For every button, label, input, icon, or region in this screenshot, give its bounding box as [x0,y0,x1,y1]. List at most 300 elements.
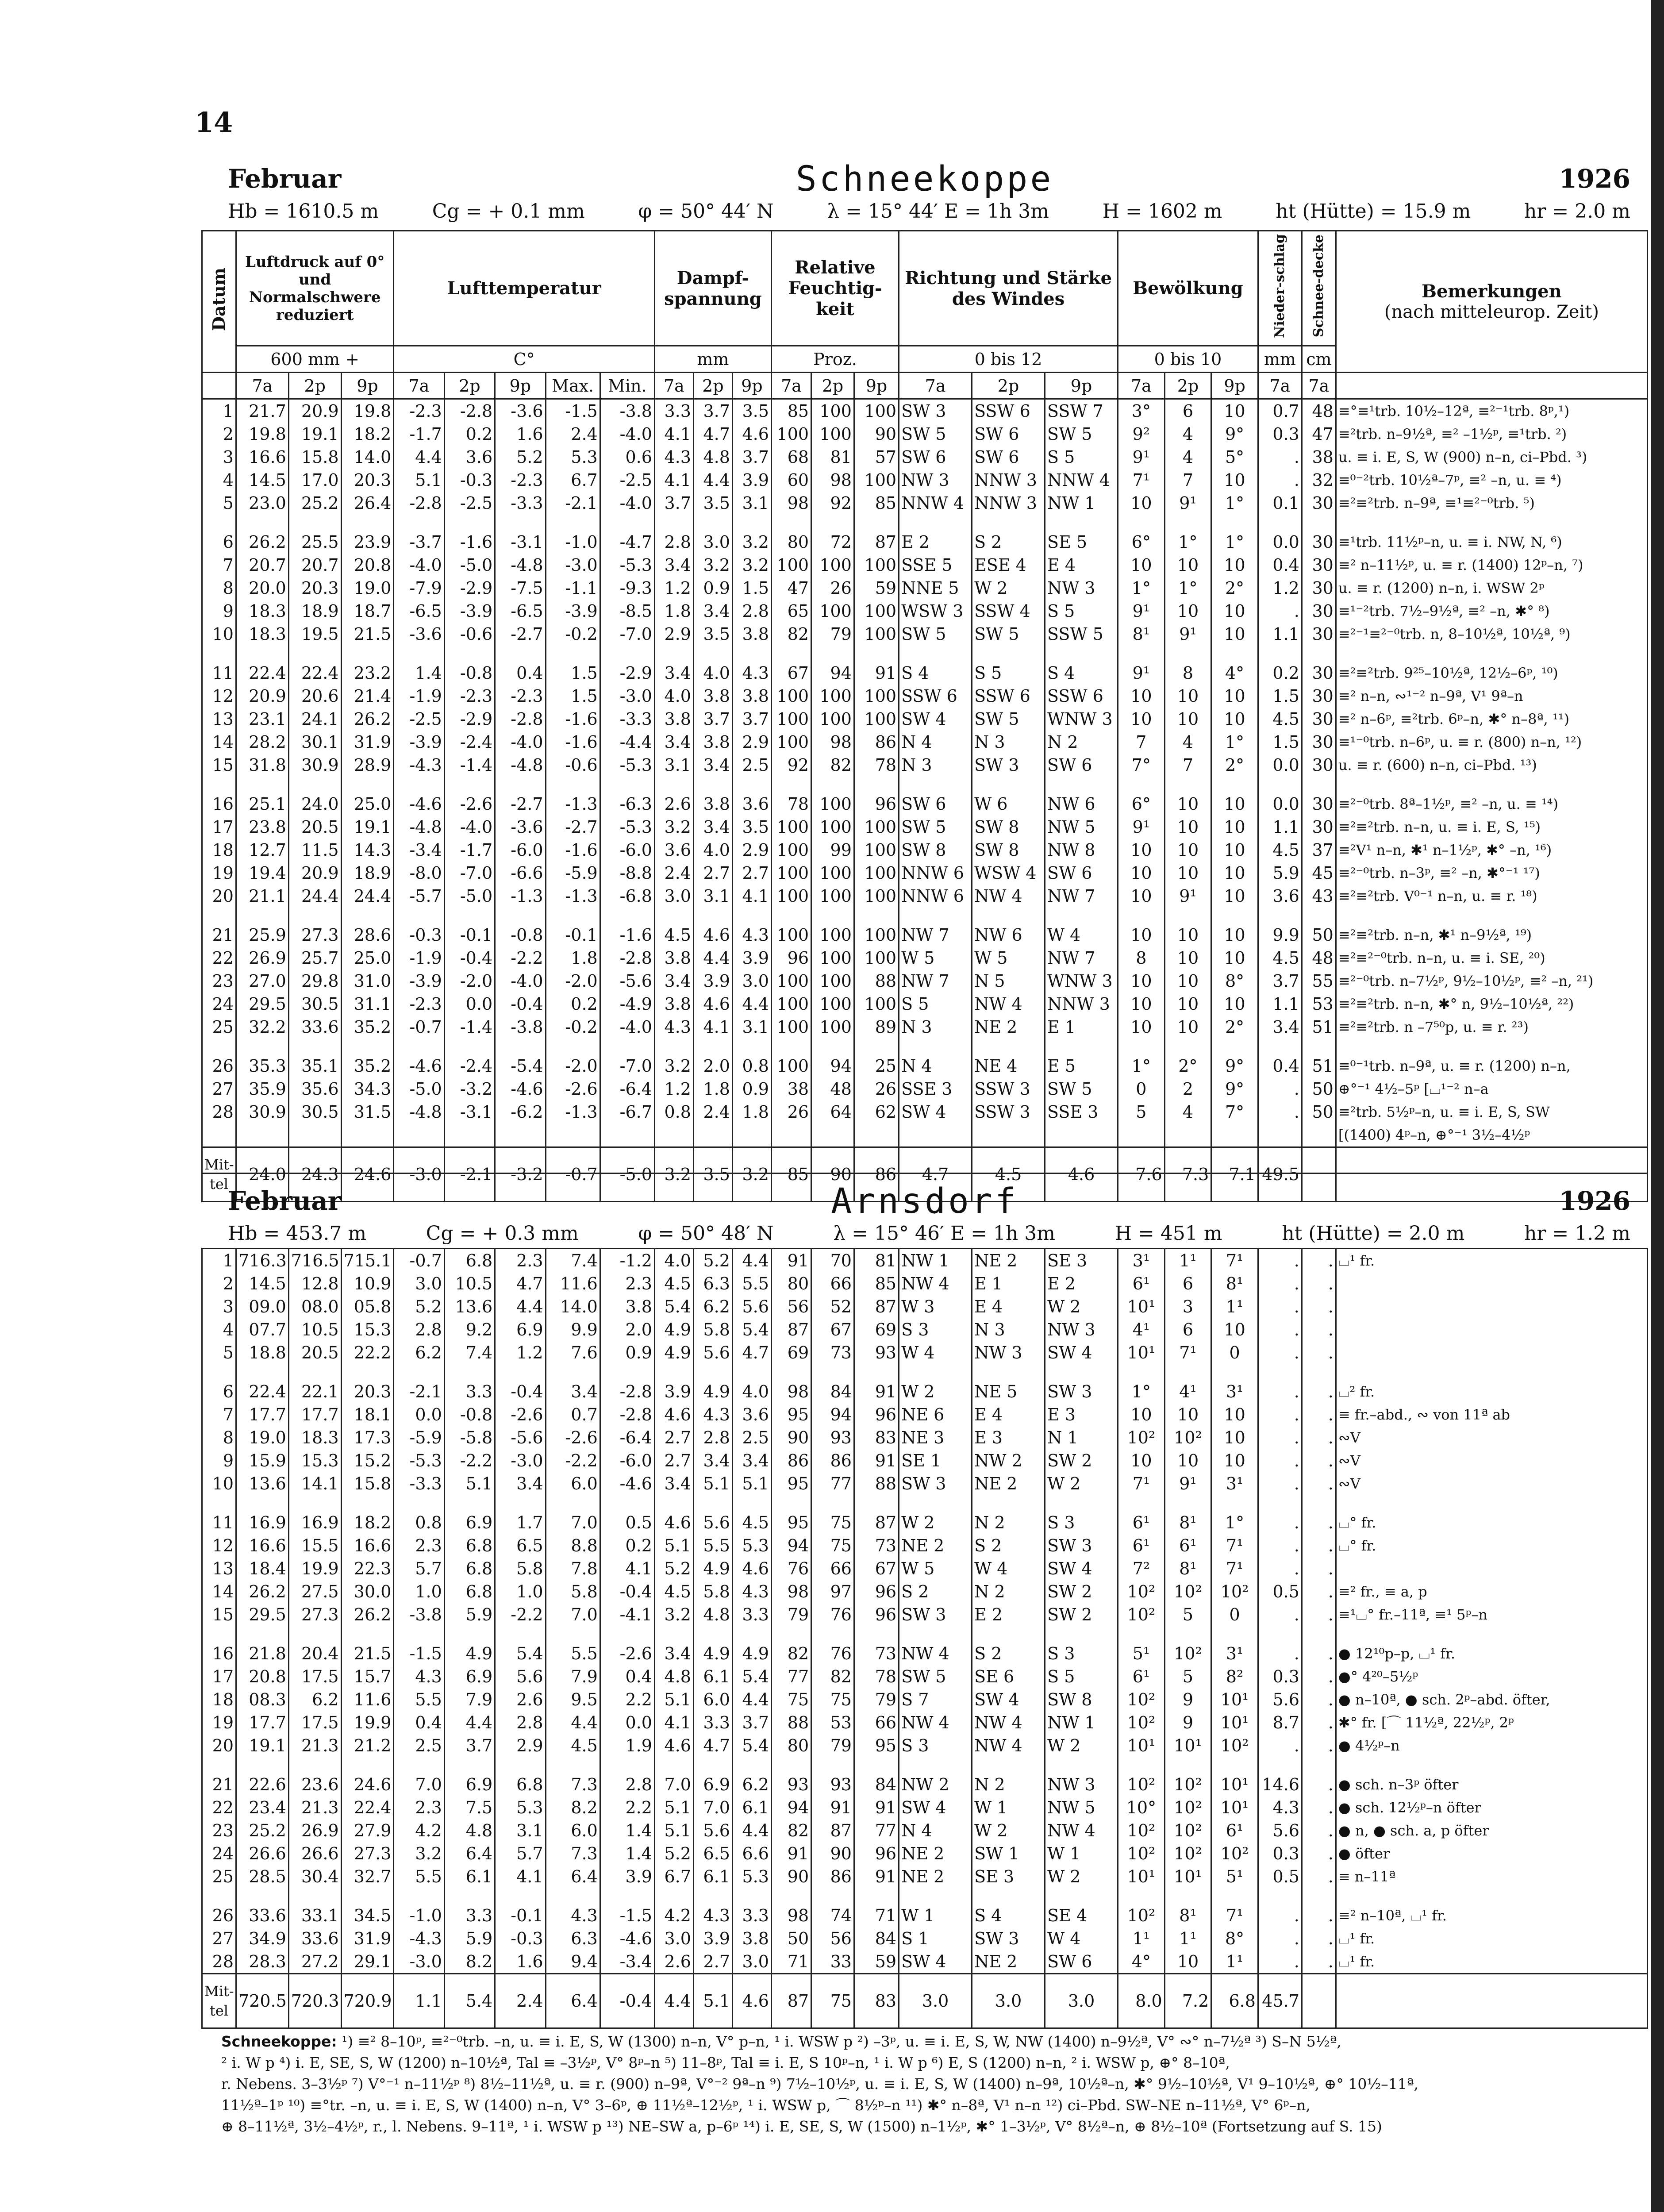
month: Februar [228,164,342,194]
table-row [202,1557,1648,1580]
table-cell: 19.0 [341,577,394,600]
table-cell: 6 [1164,1318,1211,1341]
table-cell: 17 [202,1665,236,1688]
table-cell: 18 [202,839,236,862]
table-cell: 1° [1118,1380,1165,1403]
table-cell: 8.2 [444,1950,495,1974]
spacer-cell [899,1039,972,1054]
table-cell: -1.6 [546,708,600,731]
table-cell: 22.4 [236,662,288,685]
table-cell: -6.8 [600,885,654,908]
table-cell: 3.1 [732,1016,771,1039]
mean-cell: 720.3 [288,1974,341,2028]
table-cell: 10¹ [1118,1734,1165,1757]
table-cell: 716.5 [288,1249,341,1273]
table-cell: 4.5 [1258,946,1302,969]
table-cell: -6.3 [600,792,654,816]
table-cell: 5.1 [654,1819,693,1842]
table-cell: 23 [202,969,236,993]
table-cell: 30 [1302,685,1336,708]
table-cell: ≡² n–n, ∾¹⁻² n–9ª, V¹ 9ª–n [1336,685,1647,708]
spacer-cell [236,1757,289,1773]
table-cell: 86 [811,1449,854,1472]
table-cell: 6¹ [1118,1272,1165,1295]
table-cell: ⊕°⁻¹ 4½–5ᵖ [⌴¹⁻² n–a [1336,1077,1647,1100]
mean-cell: 3.5 [693,1147,732,1202]
table-cell [1336,1295,1647,1318]
table-cell: 3.9 [654,1380,693,1403]
table-cell: 5.4 [732,1318,771,1341]
table-cell: 3.5 [693,623,732,646]
group-spacer [202,777,1648,792]
table-cell: 16.6 [236,446,288,469]
spacer-cell [854,515,899,531]
table-cell: 6¹ [1118,1534,1165,1557]
spacer-cell [1336,777,1647,792]
table-cell: 66 [854,1711,899,1734]
table-cell: 62 [854,1100,899,1123]
table-cell: 100 [811,792,854,816]
spacer-cell [495,1757,546,1773]
table-cell: . [1302,1950,1336,1974]
table-cell: ≡²trb. 5½ᵖ–n, u. ≡ i. E, S, SW [1336,1100,1647,1123]
table-cell: SSW 7 [1045,399,1118,423]
table-cell: 3.8 [600,1295,654,1318]
table-cell: NE 6 [899,1403,972,1426]
table-cell: W 6 [972,792,1045,816]
table-cell: SW 2 [1045,1603,1118,1626]
header-temperature: Lufttemperatur [394,231,655,346]
table-cell: -7.0 [600,623,654,646]
table-cell: 25 [202,1016,236,1039]
spacer-cell [546,1039,600,1054]
table-cell: 76 [811,1603,854,1626]
table-cell: 100 [854,708,899,731]
spacer-cell [732,646,771,662]
time-9p: 9p [495,373,546,399]
table-cell: 3.5 [732,816,771,839]
table-cell: 0.8 [394,1511,444,1534]
table-cell: 26.9 [236,946,288,969]
table-cell: 14 [202,1580,236,1603]
table-cell: 6.4 [546,1865,600,1888]
table-cell: SW 3 [899,1472,972,1495]
table-cell: S 5 [899,993,972,1016]
table-cell: 3.6 [654,839,693,862]
table-cell: 88 [771,1711,811,1734]
table-cell: 7 [1118,731,1165,754]
table-cell: 5.8 [495,1557,546,1580]
table-cell: 91 [854,662,899,685]
table-cell: NW 4 [899,1272,972,1295]
spacer-cell [1336,646,1647,662]
footnote-line: ⊕ 8–11½ª, 3½–4½ᵖ, r., l. Nebens. 9–11ª, ¹ i. WSW p ¹³) NE–SW a, p–6ᵖ ¹⁴) i. E, SE, S, W (1500) n–1½ᵖ, ✱° 1–3½ᵖ, V° 8½ª–n, ⊕ 8½–10ª (Fortsetzung auf S. 15) [221,2118,1382,2135]
table-cell: 22.2 [341,1341,394,1364]
table-cell: -8.8 [600,862,654,885]
table-cell: -2.6 [444,792,495,816]
table-cell: 100 [811,685,854,708]
table-cell: 5.1 [394,469,444,492]
table-cell: 1.6 [495,1950,546,1974]
table-cell: 2.5 [394,1734,444,1757]
table-cell: -2.8 [600,1403,654,1426]
table-cell: 10 [1164,600,1211,623]
table-cell: SW 3 [972,1927,1045,1950]
table-row [202,1341,1648,1364]
table-cell: 5.5 [394,1688,444,1711]
spacer-cell [1336,908,1647,923]
table-cell: 3.3 [444,1904,495,1927]
table-cell: 3.3 [732,1904,771,1927]
constant-item: hr = 1.2 m [1524,1222,1630,1245]
spacer-cell [972,908,1045,923]
table-cell: ● n, ● sch. a, p öfter [1336,1819,1647,1842]
table-cell: SSW 3 [972,1100,1045,1123]
table-cell: SW 4 [899,1100,972,1123]
table-cell: 10² [1118,1904,1165,1927]
table-cell: 28.5 [236,1865,289,1888]
table-cell: 716.3 [236,1249,289,1273]
mean-cell: -0.7 [546,1147,600,1202]
table-cell: 97 [811,1580,854,1603]
table-cell: N 4 [899,731,972,754]
table-row [202,1511,1648,1534]
mean-cell: 5.1 [693,1974,732,2028]
table-cell: -0.3 [444,469,495,492]
table-cell: 21 [202,1773,236,1796]
table-cell: 8 [1118,946,1165,969]
table-cell: 7.9 [546,1665,600,1688]
spacer-cell [1164,646,1211,662]
spacer-cell [444,1364,495,1380]
time-7a: 7a [1258,373,1302,399]
schneekoppe-section [201,159,1648,1202]
table-row [202,1842,1648,1865]
table-cell: 2.3 [495,1249,546,1273]
table-cell: 1 [202,1249,236,1273]
table-cell: 45 [1302,862,1336,885]
table-cell: 32.2 [236,1016,288,1039]
spacer-cell [811,1364,854,1380]
table-cell: 4.4 [546,1711,600,1734]
table-cell: 23.6 [288,1773,341,1796]
table-cell: 3.5 [693,492,732,515]
table-cell: W 5 [899,946,972,969]
table-cell: 05.8 [341,1295,394,1318]
table-cell: 79 [771,1603,811,1626]
table-cell: 28.9 [341,754,394,777]
table-cell: 2.4 [693,1100,732,1123]
table-cell: 4.0 [693,839,732,862]
table-cell: 4° [1211,662,1258,685]
group-spacer [202,515,1648,531]
table-cell: SE 5 [1045,531,1118,554]
table-cell: E 4 [1045,554,1118,577]
table-cell [1211,1123,1258,1147]
table-cell: -6.4 [600,1077,654,1100]
spacer-cell [693,1757,732,1773]
table-cell: 4.1 [654,469,693,492]
table-cell: W 2 [1045,1865,1118,1888]
table-cell: 78 [771,792,811,816]
table-row [202,469,1648,492]
table-cell: 75 [811,1688,854,1711]
table-cell: 3.8 [654,946,693,969]
table-cell: 1.9 [600,1734,654,1757]
table-row [202,1904,1648,1927]
table-cell: 8¹ [1118,623,1165,646]
table-cell: -4.1 [600,1603,654,1626]
table-cell: 16.6 [236,1534,289,1557]
table-cell: 26.2 [236,531,288,554]
table-cell: S 3 [1045,1511,1118,1534]
table-cell: 3.2 [732,531,771,554]
table-cell: 28.3 [236,1950,289,1974]
table-cell: 5.7 [495,1842,546,1865]
table-cell: N 3 [972,731,1045,754]
table-cell: SW 3 [899,399,972,423]
footnotes [221,2031,1637,2137]
table-cell: 19.4 [236,862,288,885]
time-7a: 7a [236,373,288,399]
mean-cell: 1.1 [394,1974,444,2028]
table-cell: WNW 3 [1045,969,1118,993]
table-cell: -1.5 [546,399,600,423]
table-cell: 10 [1164,685,1211,708]
spacer-cell [654,908,693,923]
table-cell: 3.4 [654,731,693,754]
spacer-cell [600,1626,654,1642]
table-cell: -3.6 [495,816,546,839]
table-cell: NW 7 [1045,885,1118,908]
table-cell: 5.2 [693,1249,732,1273]
table-cell: 94 [811,662,854,685]
table-cell: 8 [1164,662,1211,685]
table-cell: 4 [1164,446,1211,469]
table-cell: 8¹ [1164,1904,1211,1927]
table-cell: ≡² fr., ≡ a, p [1336,1580,1647,1603]
table-cell: -2.9 [444,577,495,600]
spacer-cell [1258,1039,1302,1054]
table-cell: -1.6 [546,839,600,862]
table-cell: 15.5 [288,1534,341,1557]
spacer-cell [899,1757,972,1773]
table-cell: 1.0 [394,1580,444,1603]
table-cell: 50 [771,1927,811,1950]
table-cell: 10 [1211,946,1258,969]
table-cell: -5.3 [600,754,654,777]
table-cell: 19.1 [236,1734,289,1757]
mean-cell: 24.0 [236,1147,288,1202]
spacer-cell [693,1888,732,1904]
table-cell: 91 [854,1380,899,1403]
table-cell: -5.3 [600,554,654,577]
table-cell: -0.4 [600,1580,654,1603]
table-cell: 100 [811,993,854,1016]
table-cell: 24.0 [288,792,341,816]
table-cell: 16 [202,1642,236,1665]
spacer-cell [1045,777,1118,792]
table-cell: 19.5 [288,623,341,646]
spacer-cell [202,1364,236,1380]
table-cell: 23.1 [236,708,288,731]
table-cell: 4.4 [732,1688,771,1711]
table-cell: 4.8 [693,1603,732,1626]
spacer-cell [236,1364,289,1380]
spacer-cell [654,1888,693,1904]
page-number: 14 [195,106,233,138]
spacer-cell [546,1757,600,1773]
table-cell: 25 [202,1865,236,1888]
table-cell: 9.9 [546,1318,600,1341]
spacer-cell [1258,777,1302,792]
table-cell: 5.1 [654,1534,693,1557]
table-cell: S 5 [1045,446,1118,469]
table-cell: 10 [1118,969,1165,993]
table-cell: . [1302,1773,1336,1796]
table-cell: . [1302,1426,1336,1449]
table-row [202,399,1648,423]
table-cell: -7.9 [394,577,444,600]
table-cell: 19.8 [341,399,394,423]
table-cell: 6.1 [693,1665,732,1688]
table-cell: 3.8 [732,1927,771,1950]
table-cell: 74 [811,1904,854,1927]
table-cell: 3 [1164,1295,1211,1318]
table-cell: 15.7 [341,1665,394,1688]
table-cell: 95 [771,1511,811,1534]
table-cell [288,1123,341,1147]
table-cell: -1.9 [394,685,444,708]
table-cell: 4.2 [394,1819,444,1842]
table-cell: -2.0 [546,1054,600,1077]
table-cell: -3.2 [444,1077,495,1100]
table-cell: -4.4 [600,731,654,754]
mean-row [202,1974,1648,2028]
table-cell: -1.5 [394,1642,444,1665]
table-cell: SW 8 [899,839,972,862]
mean-cell: -3.2 [495,1147,546,1202]
table-cell: 30.1 [288,731,341,754]
table-cell: -3.9 [444,600,495,623]
table-cell: 21.5 [341,1642,394,1665]
table-cell: -2.5 [444,492,495,515]
table-cell: 3.0 [693,531,732,554]
spacer-cell [899,1364,972,1380]
table-cell: -2.7 [546,816,600,839]
table-cell: ≡°≡¹trb. 10½–12ª, ≡²⁻¹trb. 8ᵖ,¹) [1336,399,1647,423]
table-cell: 20.5 [288,816,341,839]
table-cell: 10 [1164,816,1211,839]
table-cell: 10 [1164,862,1211,885]
table-cell: E 4 [972,1295,1045,1318]
table-cell: 35.2 [341,1054,394,1077]
table-cell: 8 [202,577,236,600]
table-cell: 30 [1302,754,1336,777]
spacer-cell [1336,1364,1647,1380]
table-cell: 10² [1164,1580,1211,1603]
table-cell: 9° [1211,1054,1258,1077]
table-cell: NNW 4 [899,492,972,515]
table-cell: -3.1 [495,531,546,554]
table-cell: 0.4 [495,662,546,685]
spacer-cell [899,1495,972,1511]
table-cell: 10² [1164,1773,1211,1796]
table-cell: S 3 [899,1734,972,1757]
table-cell: 98 [771,1904,811,1927]
table-cell: 51 [1302,1016,1336,1039]
table-row [202,1580,1648,1603]
table-cell: 85 [771,399,811,423]
spacer-cell [1045,1757,1118,1773]
table-cell: 0.4 [1258,554,1302,577]
table-cell: 3.8 [693,685,732,708]
table-cell: NW 3 [1045,1773,1118,1796]
table-cell: 4.4 [394,446,444,469]
table-cell: -2.3 [495,685,546,708]
table-cell: -6.4 [600,1426,654,1449]
table-cell: 3° [1118,399,1165,423]
table-cell: 4.5 [654,1580,693,1603]
mean-cell: 85 [771,1147,811,1202]
table-row [202,923,1648,946]
table-cell: 85 [854,492,899,515]
table-cell: 20.3 [341,469,394,492]
table-cell: 5.5 [732,1272,771,1295]
table-cell: NE 2 [972,1249,1045,1273]
spacer-cell [1164,1626,1211,1642]
table-cell: 5.4 [654,1295,693,1318]
table-cell: 30 [1302,600,1336,623]
table-cell: S 4 [1045,662,1118,685]
table-cell: NW 7 [1045,946,1118,969]
table-cell: 4.3 [654,446,693,469]
table-cell: 0 [1211,1603,1258,1626]
table-cell: NW 2 [899,1773,972,1796]
spacer-cell [288,646,341,662]
spacer-cell [202,908,236,923]
table-cell: 1.5 [546,662,600,685]
table-cell: ≡²⁻⁰trb. 8ª–1½ᵖ, ≡² –n, u. ≡ ¹⁴) [1336,792,1647,816]
table-cell: 10 [1211,469,1258,492]
table-cell: . [1302,1449,1336,1472]
table-cell: SW 6 [1045,754,1118,777]
table-cell: 0.2 [444,423,495,446]
spacer-cell [1211,1757,1258,1773]
table-cell: 10 [1211,993,1258,1016]
table-cell: 30 [1302,492,1336,515]
table-cell: 3.2 [654,816,693,839]
table-cell: 84 [854,1773,899,1796]
table-cell: 30 [1302,816,1336,839]
spacer-cell [546,1888,600,1904]
spacer-cell [288,908,341,923]
table-cell: 6 [202,531,236,554]
table-row [202,1100,1648,1123]
table-cell: 1° [1211,731,1258,754]
table-cell: 24.6 [341,1773,394,1796]
table-cell: SW 6 [972,423,1045,446]
table-row [202,600,1648,623]
table-cell: 10 [1164,1449,1211,1472]
table-cell: 0.0 [1258,531,1302,554]
table-cell: 6¹ [1164,1534,1211,1557]
spacer-cell [444,1495,495,1511]
table-cell: . [1302,1665,1336,1688]
table-cell: 3¹ [1211,1642,1258,1665]
table-cell: 20 [202,1734,236,1757]
table-cell: ⌴² fr. [1336,1380,1647,1403]
